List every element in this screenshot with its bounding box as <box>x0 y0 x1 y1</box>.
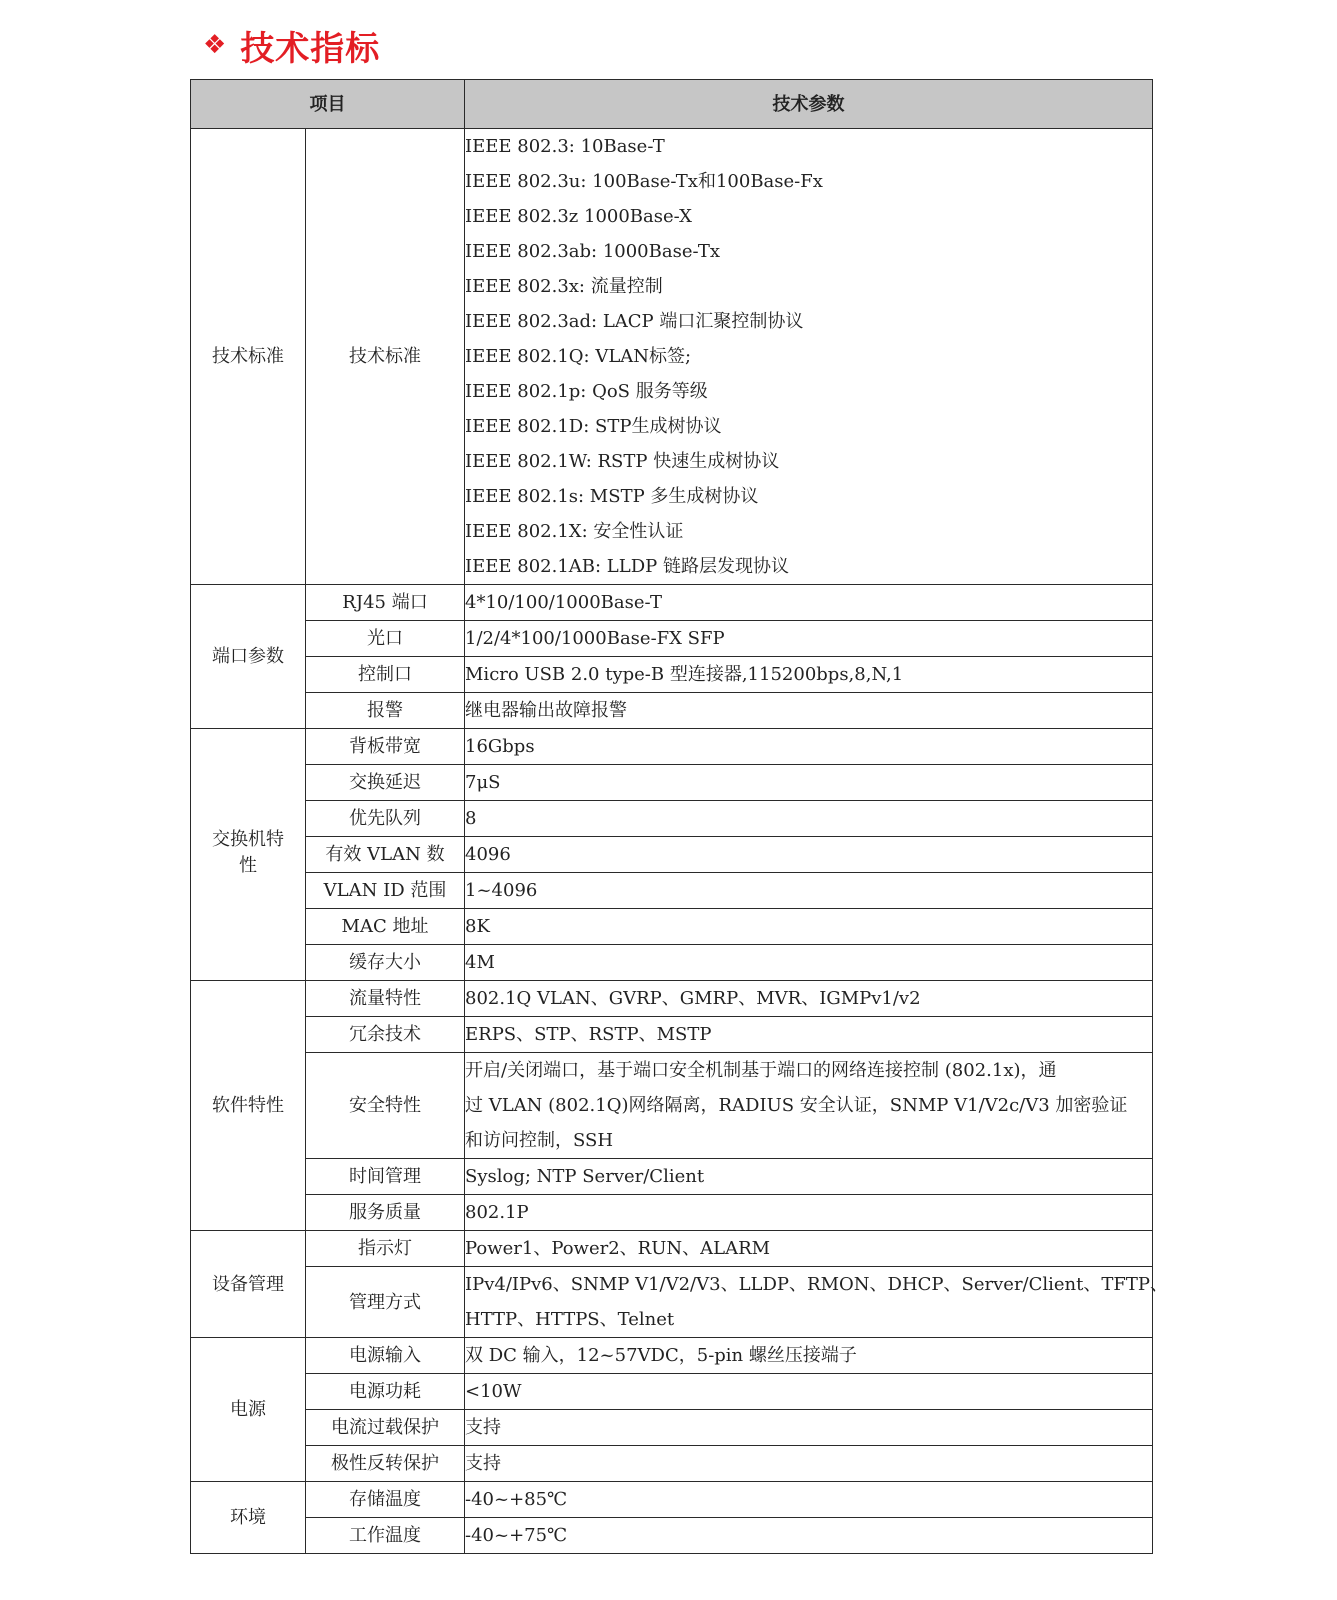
table-row <box>191 729 1153 765</box>
value-line: IEEE 802.1D: STP生成树协议 <box>465 416 722 437</box>
value-line: IEEE 802.3: 10Base-T <box>465 136 665 157</box>
category-label: 技术标准 <box>212 346 284 367</box>
value-line: IPv4/IPv6、SNMP V1/V2/V3、LLDP、RMON、DHCP、Server/Client、TFTP、 <box>465 1274 1168 1295</box>
item-value-cell <box>465 621 1153 657</box>
value-line: 4M <box>465 952 495 973</box>
item-value-cell <box>465 657 1153 693</box>
value-line: 802.1Q VLAN、GVRP、GMRP、MVR、IGMPv1/v2 <box>465 988 921 1009</box>
value-line: 1~4096 <box>465 880 538 901</box>
section-title-text: 技术指标 <box>240 28 381 69</box>
item-value-cell <box>465 1446 1153 1482</box>
value-line: IEEE 802.1AB: LLDP 链路层发现协议 <box>465 556 789 577</box>
item-name-cell: MAC 地址 <box>306 909 465 945</box>
table-row <box>191 1053 1153 1159</box>
value-line: Syslog; NTP Server/Client <box>465 1166 705 1187</box>
category-cell <box>191 585 306 729</box>
table-row <box>191 1231 1153 1267</box>
item-name-cell: 冗余技术 <box>306 1017 465 1053</box>
table-row <box>191 585 1153 621</box>
item-name-cell: 时间管理 <box>306 1159 465 1195</box>
table-row <box>191 1482 1153 1518</box>
value-line: 802.1P <box>465 1202 529 1223</box>
table-row <box>191 1338 1153 1374</box>
section-title <box>203 18 380 72</box>
value-line: 双 DC 输入，12~57VDC，5-pin 螺丝压接端子 <box>465 1345 857 1366</box>
value-line: 1/2/4*100/1000Base-FX SFP <box>465 628 725 649</box>
item-name-cell: 有效 VLAN 数 <box>306 837 465 873</box>
category-label: 端口参数 <box>212 646 284 667</box>
item-name-cell: 电源功耗 <box>306 1374 465 1410</box>
value-line: Micro USB 2.0 type-B 型连接器,115200bps,8,N,1 <box>465 664 904 685</box>
item-name-cell: 报警 <box>306 693 465 729</box>
category-cell <box>191 729 306 981</box>
value-line: IEEE 802.1p: QoS 服务等级 <box>465 381 708 402</box>
table-row <box>191 1017 1153 1053</box>
item-name-cell: 服务质量 <box>306 1195 465 1231</box>
value-line: 继电器输出故障报警 <box>465 700 627 721</box>
item-value-cell <box>465 1159 1153 1195</box>
value-line: Power1、Power2、RUN、ALARM <box>465 1238 771 1259</box>
table-row <box>191 621 1153 657</box>
spec-table-body <box>191 129 1168 1554</box>
item-name-cell: 控制口 <box>306 657 465 693</box>
item-name-cell: 流量特性 <box>306 981 465 1017</box>
item-value-cell <box>465 129 1153 585</box>
category-cell <box>191 129 306 585</box>
item-name-cell: 工作温度 <box>306 1518 465 1554</box>
item-name-cell: 技术标准 <box>306 129 465 585</box>
value-line: IEEE 802.3z 1000Base-X <box>465 206 692 227</box>
value-line: 和访问控制，SSH <box>465 1130 614 1151</box>
value-line: 16Gbps <box>465 736 535 757</box>
category-cell <box>191 1338 306 1482</box>
item-value-cell <box>465 1518 1153 1554</box>
table-row <box>191 1410 1153 1446</box>
item-value-cell <box>465 1267 1168 1338</box>
item-name-cell: RJ45 端口 <box>306 585 465 621</box>
value-line: IEEE 802.3ab: 1000Base-Tx <box>465 241 721 262</box>
item-name-cell: 电流过载保护 <box>306 1410 465 1446</box>
item-value-cell <box>465 1482 1153 1518</box>
item-value-cell <box>465 765 1153 801</box>
category-label: 电源 <box>230 1399 266 1420</box>
table-row <box>191 693 1153 729</box>
value-line: -40~+85℃ <box>465 1489 568 1510</box>
item-name-cell: 缓存大小 <box>306 945 465 981</box>
item-value-cell <box>465 801 1153 837</box>
value-line: 7μS <box>465 772 501 793</box>
value-line: IEEE 802.1s: MSTP 多生成树协议 <box>465 486 759 507</box>
table-row <box>191 981 1153 1017</box>
value-line: -40~+75℃ <box>465 1525 568 1546</box>
value-line: 8K <box>465 916 490 937</box>
value-line: IEEE 802.1X: 安全性认证 <box>465 521 684 542</box>
item-value-cell <box>465 1017 1153 1053</box>
value-line: 支持 <box>465 1417 501 1438</box>
value-line: IEEE 802.1W: RSTP 快速生成树协议 <box>465 451 780 472</box>
table-row <box>191 909 1153 945</box>
table-row <box>191 801 1153 837</box>
value-line: 8 <box>465 808 477 829</box>
table-header-row <box>191 80 1153 129</box>
table-row <box>191 1374 1153 1410</box>
category-cell <box>191 981 306 1231</box>
category-label: 设备管理 <box>212 1273 284 1295</box>
table-row <box>191 1195 1153 1231</box>
item-name-cell: 电源输入 <box>306 1338 465 1374</box>
item-value-cell <box>465 1053 1153 1159</box>
item-value-cell <box>465 1195 1153 1231</box>
value-line: IEEE 802.3u: 100Base-Tx和100Base-Fx <box>465 171 823 192</box>
table-row <box>191 765 1153 801</box>
table-row <box>191 837 1153 873</box>
item-value-cell <box>465 1231 1153 1267</box>
value-line: ERPS、STP、RSTP、MSTP <box>465 1024 712 1045</box>
table-row <box>191 1267 1153 1338</box>
item-value-cell <box>465 1338 1153 1374</box>
item-name-cell: VLAN ID 范围 <box>306 873 465 909</box>
item-name-cell: 存储温度 <box>306 1482 465 1518</box>
category-cell <box>191 1482 306 1554</box>
value-line: 过 VLAN (802.1Q)网络隔离，RADIUS 安全认证，SNMP V1/V2c/V3 加密验证 <box>465 1095 1128 1116</box>
table-row <box>191 1518 1153 1554</box>
item-name-cell: 安全特性 <box>306 1053 465 1159</box>
item-value-cell <box>465 981 1153 1017</box>
item-value-cell <box>465 873 1153 909</box>
item-name-cell: 管理方式 <box>306 1267 465 1338</box>
value-line: 4096 <box>465 844 511 865</box>
item-name-cell: 极性反转保护 <box>306 1446 465 1482</box>
value-line: 开启/关闭端口，基于端口安全机制基于端口的网络连接控制 (802.1x)，通 <box>465 1060 1057 1081</box>
table-row <box>191 1446 1153 1482</box>
table-row <box>191 129 1153 585</box>
item-value-cell <box>465 1374 1153 1410</box>
category-label: 软件特性 <box>212 1095 284 1116</box>
item-value-cell <box>465 585 1153 621</box>
item-value-cell <box>465 729 1153 765</box>
item-value-cell <box>465 837 1153 873</box>
category-label: 环境 <box>230 1507 266 1528</box>
item-value-cell <box>465 945 1153 981</box>
value-line: 支持 <box>465 1453 501 1474</box>
diamond-bullet-icon: ❖ <box>203 30 227 60</box>
item-value-cell <box>465 693 1153 729</box>
table-row <box>191 657 1153 693</box>
item-name-cell: 背板带宽 <box>306 729 465 765</box>
item-name-cell: 优先队列 <box>306 801 465 837</box>
value-line: 4*10/100/1000Base-T <box>465 592 662 613</box>
item-name-cell: 光口 <box>306 621 465 657</box>
table-row <box>191 873 1153 909</box>
item-name-cell: 指示灯 <box>306 1231 465 1267</box>
category-label: 交换机特性 <box>212 828 284 876</box>
value-line: <10W <box>465 1381 522 1402</box>
header-item: 项目 <box>191 80 465 129</box>
item-value-cell <box>465 1410 1153 1446</box>
value-line: IEEE 802.3x: 流量控制 <box>465 276 663 297</box>
value-line: IEEE 802.1Q: VLAN标签; <box>465 346 692 367</box>
value-line: IEEE 802.3ad: LACP 端口汇聚控制协议 <box>465 311 804 332</box>
header-params: 技术参数 <box>465 80 1153 129</box>
category-cell <box>191 1231 306 1338</box>
spec-table <box>190 79 1168 1554</box>
item-value-cell <box>465 909 1153 945</box>
item-name-cell: 交换延迟 <box>306 765 465 801</box>
table-row <box>191 1159 1153 1195</box>
value-line: HTTP、HTTPS、Telnet <box>465 1309 675 1330</box>
table-row <box>191 945 1153 981</box>
